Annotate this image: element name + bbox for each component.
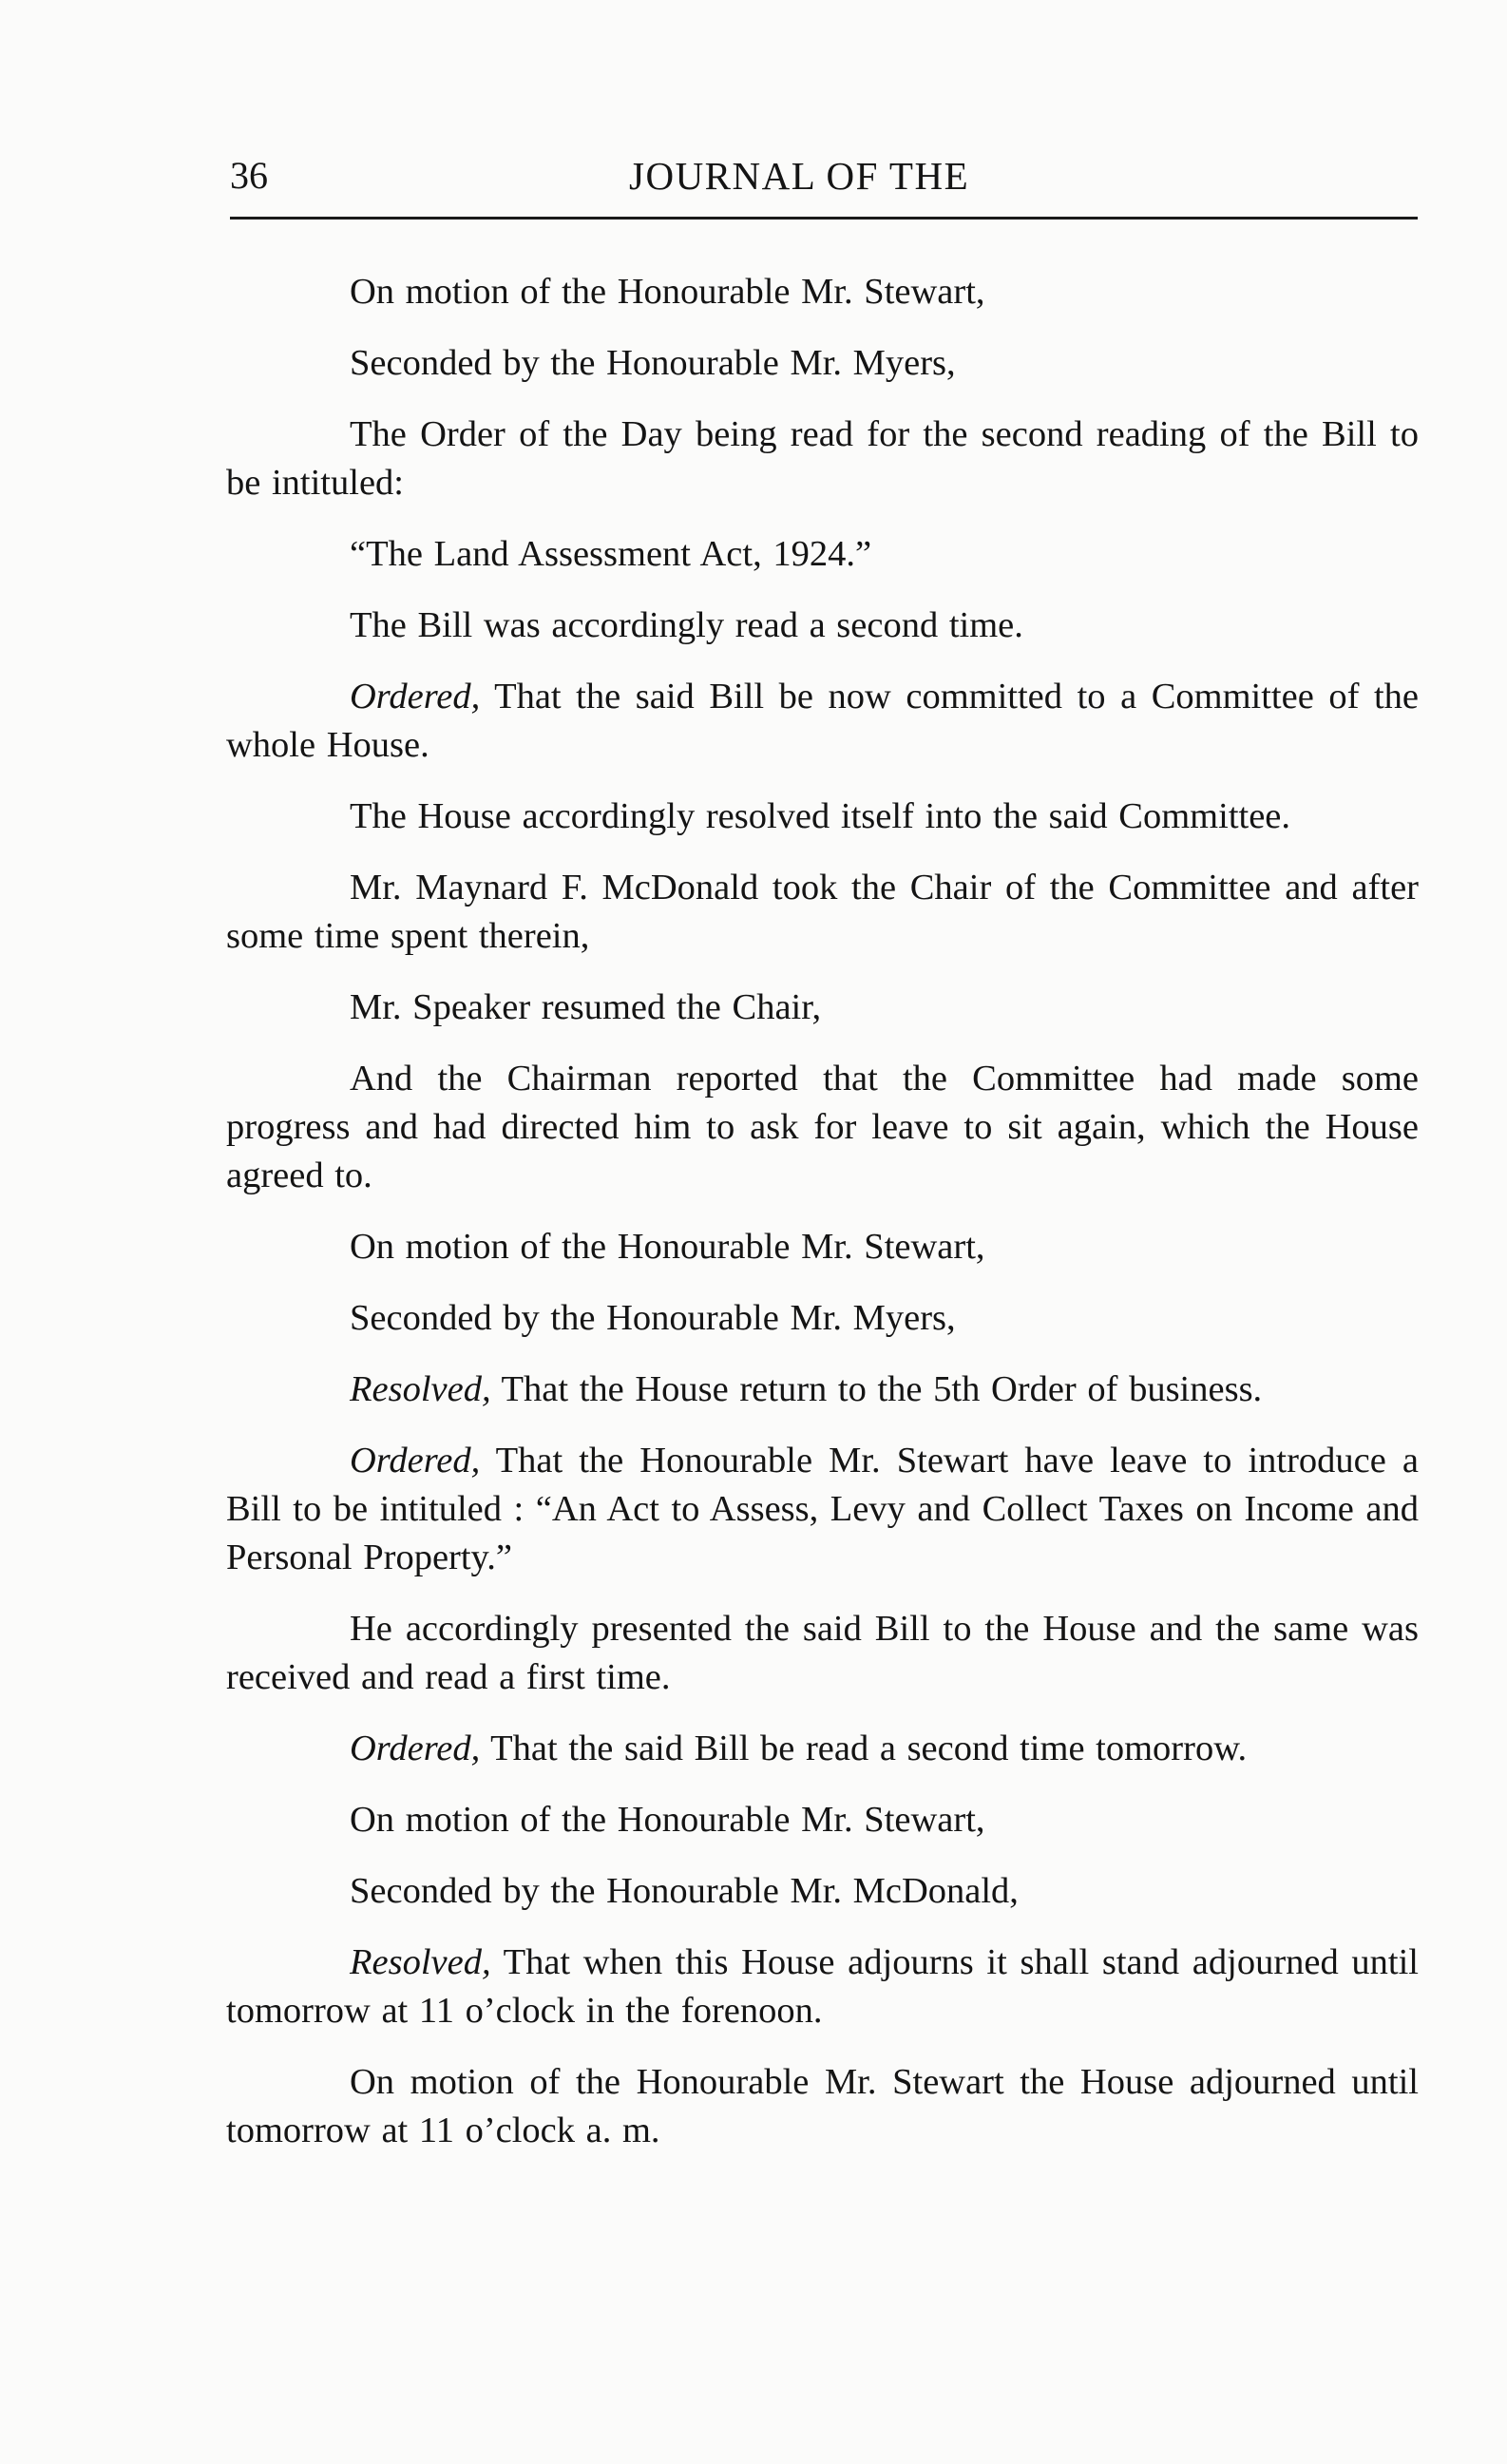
paragraph-4: “The Land Assessment Act, 1924.”: [350, 534, 872, 574]
paragraph-1: On motion of the Honourable Mr. Stewart,: [350, 272, 985, 312]
paragraph-6: Ordered, That the said Bill be now committed to a Committee of the whole House.: [226, 677, 1419, 765]
paragraph-9: Mr. Speaker resumed the Chair,: [350, 987, 822, 1027]
paragraph-15: He accordingly presented the said Bill to the House and the same was received and read a first time.: [226, 1609, 1419, 1697]
paragraph-12: Seconded by the Honourable Mr. Myers,: [350, 1298, 956, 1338]
paragraph-19: Resolved, That when this House adjourns it shall stand adjourned until tomorrow at 11 o’clock in the forenoon.: [226, 1942, 1419, 2031]
paragraph-18: Seconded by the Honourable Mr. McDonald,: [350, 1871, 1019, 1911]
paragraph-13: Resolved, That the House return to the 5th Order of business.: [350, 1369, 1263, 1409]
paragraph-8: Mr. Maynard F. McDonald took the Chair of the Committee and after some time spent therein,: [226, 868, 1419, 956]
paragraph-17: On motion of the Honourable Mr. Stewart,: [350, 1800, 985, 1840]
paragraph-2: Seconded by the Honourable Mr. Myers,: [350, 343, 956, 383]
paragraph-11: On motion of the Honourable Mr. Stewart,: [350, 1227, 985, 1267]
journal-body: [226, 268, 1419, 2178]
paragraph-20: On motion of the Honourable Mr. Stewart the House adjourned until tomorrow at 11 o’clock a. m.: [226, 2062, 1419, 2150]
paragraph-10: And the Chairman reported that the Committee had made some progress and had directed him to ask for leave to sit again, which the House agreed to.: [226, 1059, 1419, 1195]
paragraph-3: The Order of the Day being read for the second reading of the Bill to be intituled:: [226, 414, 1419, 503]
paragraph-14: Ordered, That the Honourable Mr. Stewart have leave to introduce a Bill to be intituled : “An Act to Assess, Levy and Collect Taxes on Income and Personal Property.”: [226, 1441, 1419, 1577]
page-number: 36: [230, 154, 268, 197]
paragraph-7: The House accordingly resolved itself into the said Committee.: [350, 796, 1291, 836]
header-rule: [230, 217, 1418, 220]
paragraph-16: Ordered, That the said Bill be read a second time tomorrow.: [350, 1729, 1248, 1768]
paragraph-5: The Bill was accordingly read a second time.: [350, 605, 1023, 645]
running-title: JOURNAL OF THE: [629, 154, 970, 198]
page-header: [230, 152, 1418, 209]
